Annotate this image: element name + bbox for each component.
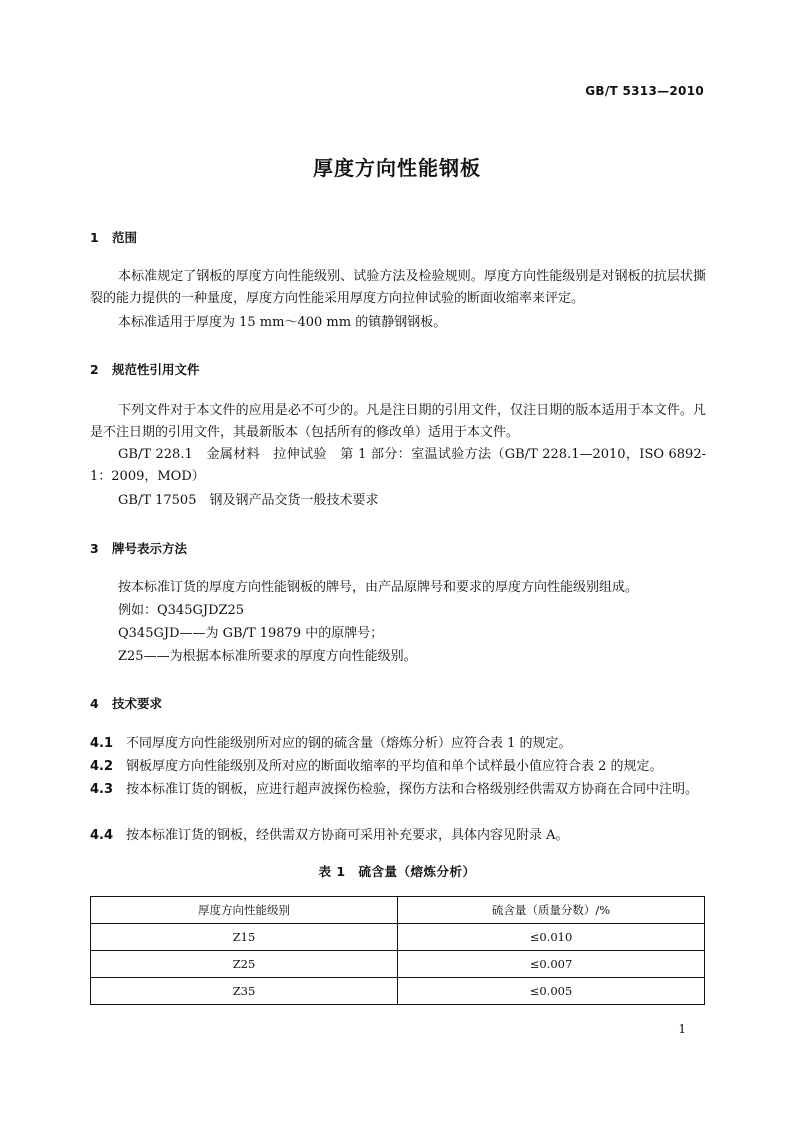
clause-text: 钢板厚度方向性能级别及所对应的断面收缩率的平均值和单个试样最小值应符合表 2 的规定。 <box>126 759 663 774</box>
clause-4-3 <box>90 779 706 801</box>
table-row <box>91 924 705 951</box>
reference-gbt-17505: GB/T 17505 钢及钢产品交货一般技术要求 <box>118 493 379 508</box>
section-title: 牌号表示方法 <box>112 541 188 556</box>
section-title: 范围 <box>112 230 138 245</box>
section-title: 规范性引用文件 <box>112 362 200 377</box>
section-1-paragraph-2: 本标准适用于厚度为 15 mm～400 mm 的镇静钢钢板。 <box>118 315 447 330</box>
section-3-heading <box>90 539 187 557</box>
table-header-cell: 厚度方向性能级别 <box>91 897 398 924</box>
table-cell: ≤0.005 <box>398 978 705 1005</box>
section-number: 4 <box>90 696 99 711</box>
clause-text: 不同厚度方向性能级别所对应的钢的硫含量（熔炼分析）应符合表 1 的规定。 <box>126 736 572 751</box>
section-2-heading <box>90 360 200 378</box>
section-1-paragraph-1: 本标准规定了钢板的厚度方向性能级别、试验方法及检验规则。厚度方向性能级别是对钢板的抗层状撕裂的能力提供的一种量度，厚度方向性能采用厚度方向拉伸试验的断面收缩率来评定。 <box>90 269 706 306</box>
clause-number: 4.4 <box>90 828 114 843</box>
section-title: 技术要求 <box>112 696 163 711</box>
section-2-paragraph-1: 下列文件对于本文件的应用是必不可少的。凡是注日期的引用文件，仅注日期的版本适用于本文件。凡是不注日期的引用文件，其最新版本（包括所有的修改单）适用于本文件。 <box>90 403 706 440</box>
table-cell: ≤0.007 <box>398 951 705 978</box>
clause-number: 4.2 <box>90 759 114 774</box>
table-cell: ≤0.010 <box>398 924 705 951</box>
section-number: 3 <box>90 541 99 556</box>
designation-item-2: Z25——为根据本标准所要求的厚度方向性能级别。 <box>118 649 417 664</box>
page-title: 厚度方向性能钢板 <box>313 156 481 180</box>
page-number: 1 <box>678 1022 686 1036</box>
section-1-heading <box>90 228 137 246</box>
table-cell: Z25 <box>91 951 398 978</box>
section-number: 2 <box>90 362 99 377</box>
table-cell: Z35 <box>91 978 398 1005</box>
clause-number: 4.1 <box>90 736 114 751</box>
designation-item-1: Q345GJD——为 GB/T 19879 中的原牌号； <box>118 626 384 641</box>
section-3-paragraph-1: 按本标准订货的厚度方向性能钢板的牌号，由产品原牌号和要求的厚度方向性能级别组成。 <box>118 580 639 595</box>
table-header-cell: 硫含量（质量分数）/% <box>398 897 705 924</box>
table-row <box>91 951 705 978</box>
section-4-heading <box>90 694 162 712</box>
table-header-row <box>91 897 705 924</box>
clause-text: 按本标准订货的钢板，应进行超声波探伤检验，探伤方法和合格级别经供需双方协商在合同中注明。 <box>126 782 699 797</box>
clause-4-4 <box>90 825 706 847</box>
section-number: 1 <box>90 230 99 245</box>
table-1-caption: 表 1 硫含量（熔炼分析） <box>318 864 476 879</box>
sulfur-content-table <box>90 896 705 1005</box>
table-row <box>91 978 705 1005</box>
reference-gbt-228-1: GB/T 228.1 金属材料 拉伸试验 第 1 部分：室温试验方法（GB/T 228.1—2010，ISO 6892-1：2009，MOD） <box>90 447 706 484</box>
designation-example: 例如：Q345GJDZ25 <box>118 603 245 618</box>
clause-4-1 <box>90 733 706 755</box>
standard-code: GB/T 5313—2010 <box>585 84 704 98</box>
clause-number: 4.3 <box>90 782 114 797</box>
clause-text: 按本标准订货的钢板，经供需双方协商可采用补充要求，具体内容见附录 A。 <box>126 828 569 843</box>
clause-4-2 <box>90 756 706 778</box>
table-cell: Z15 <box>91 924 398 951</box>
